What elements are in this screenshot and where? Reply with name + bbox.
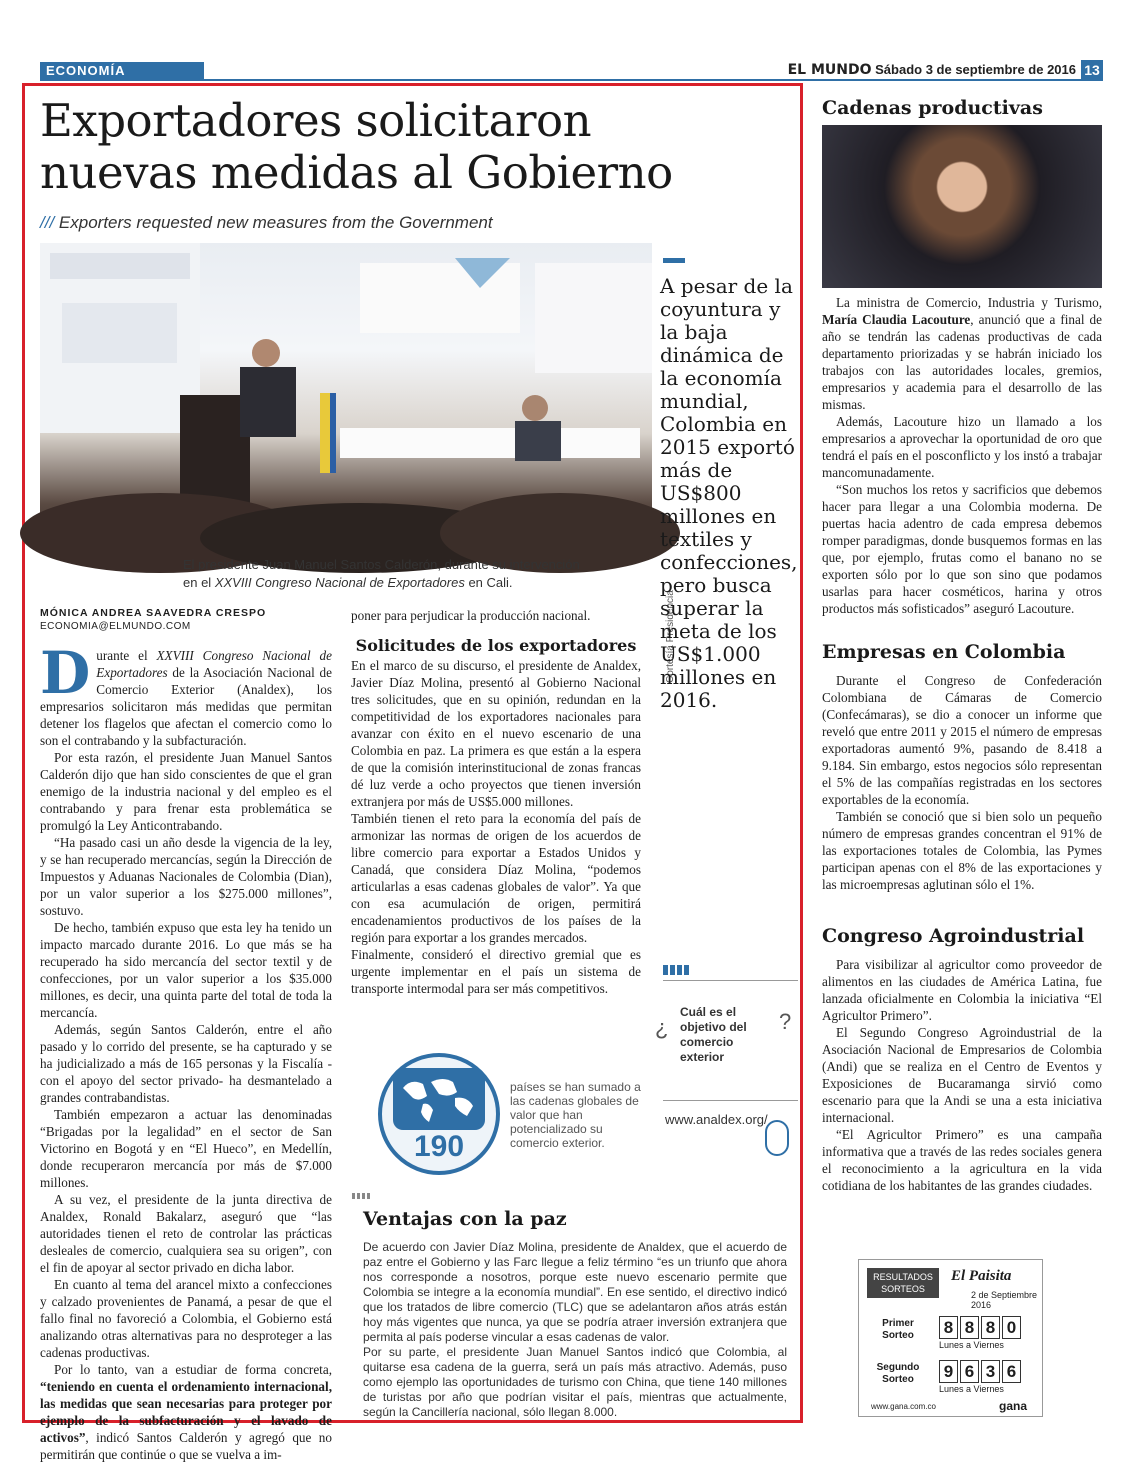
sidebar-heading-agroindustrial: Congreso Agroindustrial xyxy=(822,925,1085,947)
col1-p1-post: de la Asociación Nacional de Comercio Exterior (Analdex), los empresarios solicitaron más medidas que permitan detener los flagelos que afectan el comercio como lo son el contrabando y la subfacturación. xyxy=(40,665,332,748)
ventajas-body xyxy=(363,1240,787,1420)
event-photo-illustration xyxy=(40,243,652,550)
infobox-rule xyxy=(663,980,798,981)
newspaper-brand: EL MUNDO xyxy=(787,62,872,78)
sidebar-section-agroindustrial xyxy=(822,956,1102,1194)
title-line-2: nuevas medidas al Gobierno xyxy=(40,146,673,199)
draw-1-digit: 8 xyxy=(939,1316,958,1339)
col2-paragraph-1: En el marco de su discurso, el presidente de Analdex, Javier Díaz Molina, presentó al Gobierno Nacional tres solicitudes, que en su opinión, redundan en la competitividad de los exportadores nacionales para avanzar con éxito en el nuevo escenario de una Colombia en paz. La primera es que están a la espera de que la comisión interinstitucional de zonas francas dé luz verde a ocho proyectos que tienen inversión extranjera por más de US$5.000 millones. xyxy=(351,658,641,809)
website-link[interactable]: www.analdex.org/ xyxy=(665,1112,768,1127)
caption-event-name: XXVIII Congreso Nacional de Exportadores xyxy=(214,575,465,590)
sidebar-heading-empresas: Empresas en Colombia xyxy=(822,641,1066,663)
sidebar-heading-cadenas: Cadenas productivas xyxy=(822,97,1043,119)
agro-paragraph-2: El Segundo Congreso Agroindustrial de la Asociación Nacional de Empresarios de Colombia (Andi) que se realiza en el Centro de Eventos y Exposiciones de Bucaramanga sirvió como escenario para que la Andi se una a esta iniciativa internacional. xyxy=(822,1025,1102,1125)
draw-1-label: Primer Sorteo xyxy=(882,1318,914,1341)
col1-p9-quote: “teniendo en cuenta el ordenamiento internacional, las medidas que sean necesarias para proteger por ejemplo de la subfacturación y el lavado de activos” xyxy=(40,1379,332,1445)
ventajas-title: Ventajas con la paz xyxy=(363,1208,567,1230)
ventajas-dots-icon xyxy=(352,1193,372,1199)
col1-paragraph-8: En cuanto al tema del arancel mixto a confecciones y calzado provenientes de Panamá, a pesar de que el fallo final no favoreció a Colombia, el Gobierno está analizando otras alternativas para no desproteger a las cadenas productivas. xyxy=(40,1277,332,1360)
draw-1-digit: 8 xyxy=(960,1316,979,1339)
empresas-paragraph-2: También se conoció que si bien solo un pequeño número de empresas grandes concentran el 91% de las exportaciones totales de Colombia, las Pymes participan apenas con el 8% de las exportaciones y las microempresas aglutinan sólo el 1%. xyxy=(822,809,1102,892)
col1-p1-event: XXVIII Congreso Nacional de Exportadores xyxy=(96,648,332,680)
col2-subhead: Solicitudes de los exportadores xyxy=(355,636,637,655)
cadenas-paragraph-1 xyxy=(822,294,1102,413)
draw-2-digits xyxy=(939,1360,1021,1383)
caption-line-2-post: en Cali. xyxy=(464,575,513,590)
article-title xyxy=(40,95,800,199)
article-column-1 xyxy=(40,639,332,1463)
question-open-mark: ¿ xyxy=(655,1015,669,1040)
subtitle-slashes: /// xyxy=(40,213,55,232)
subtitle-text: Exporters requested new measures from the Government xyxy=(58,213,493,232)
draw-2-digit: 3 xyxy=(981,1360,1000,1383)
minister-photo xyxy=(822,125,1102,288)
col1-paragraph-4: De hecho, también expuso que esta ley ha tenido un impacto marcado durante 2016. Lo que más se ha recuperado ha sido mercancía del sector textil y de confecciones, por un valor superior a los $35.000 millones, es decir, una quinta parte del total de toda la mercancía. xyxy=(40,920,332,1020)
draw-1-digit: 8 xyxy=(981,1316,1000,1339)
lottery-date: 2 de Septiembre 2016 xyxy=(971,1290,1038,1310)
title-line-1: Exportadores solicitaron xyxy=(40,94,592,147)
ventajas-paragraph-2: Por su parte, el presidente Juan Manuel Santos indicó que Colombia, al quitarse esa cadena de la guerra, será un país más atractivo. Además, puso como ejemplo las oportunidades de turismo con China, que tiene 140 millones de turistas por año que podrían visitar el país, mientras que actualmente, según la Cancillería nacional, sólo llegan 8.000. xyxy=(363,1345,787,1419)
mouse-icon xyxy=(765,1120,789,1156)
countries-count: 190 xyxy=(413,1130,465,1163)
col1-paragraph-7: A su vez, el presidente de la junta directiva de Analdex, Ronald Bakalarz, aseguró que “las autoridades tienen el reto de controlar las prácticas desleales de comercio, cualquiera sea su origen”, con el fin de apoyar al sector privado en dicha labor. xyxy=(40,1192,332,1275)
countries-text: países se han sumado a las cadenas globales de valor que han potencializado su comercio exterior. xyxy=(510,1080,641,1150)
article-column-2 xyxy=(351,607,641,997)
dropcap: D xyxy=(40,639,91,707)
draw-1-digits xyxy=(939,1316,1021,1339)
draw-2-digit: 9 xyxy=(939,1360,958,1383)
cadenas-paragraph-2: Además, Lacouture hizo un llamado a los empresarios a aprovechar la oportunidad de oro que tendrá el país en el posconflicto y los instó a trabajar mancomunadamente. xyxy=(822,414,1102,480)
pull-quote-bar xyxy=(663,258,685,263)
issue-date: Sábado 3 de septiembre de 2016 xyxy=(875,62,1076,77)
cadenas-p1-post: , anunció que a final de año se tendrán las cadenas productivas de cada departamento priorizadas y se habrán iniciado los trabajos con las autoridades locales, gremios, empresarios y academia para el desarrollo de las mismas. xyxy=(822,312,1102,412)
cadenas-paragraph-3: “Son muchos los retos y sacrificios que debemos hacer para llegar a una Colombia moderna. De puertas hacia adentro de cada empresa debemos romper paradigmas, donde busquemos formas en las que, por ejemplo, frutas como el banano no se exporten sólo por lo que son sino que podamos usarlas para hacer cosméticos, harina y otros productos más sofisticados” aseguró Lacouture. xyxy=(822,482,1102,616)
article-subtitle xyxy=(40,213,493,233)
draw-2-digit: 6 xyxy=(960,1360,979,1383)
draw-2-digit: 6 xyxy=(1002,1360,1021,1383)
lottery-brand: El Paisita xyxy=(951,1268,1012,1284)
col1-p1-pre: urante el xyxy=(96,648,157,663)
lottery-site: www.gana.com.co xyxy=(871,1402,936,1411)
col1-paragraph-5: Además, según Santos Calderón, entre el año pasado y lo corrido del presente, se ha capturado y se ha judicializado a más de 165 personas y la Fiscalía -con el apoyo del sector privado- ha desmantelado a grandes contrabandistas. xyxy=(40,1022,332,1105)
lottery-header: RESULTADOS SORTEOS xyxy=(867,1268,939,1298)
col2-paragraph-2: También tienen el reto para la economía del país de armonizar las normas de origen de los acuerdos de libre comercio para exportar a Estados Unidos y Canadá, que considera Díaz Molina, “podemos articularlas a esas cadenas globales de valor”. Ya que con esa acumulación de origen, permitirá encadenamientos productivos de los países de la región para exportar a los grandes mercados. xyxy=(351,811,641,945)
col1-paragraph-9 xyxy=(40,1361,332,1463)
header-rule xyxy=(40,79,1103,81)
col1-paragraph-6: También empezaron a actuar las denominadas “Brigadas por la legalidad” en el sector de San Victorino en Bogotá y en “El Hueco”, en Medellín, donde recuperaron mercancía por más de $7.000 millones. xyxy=(40,1107,332,1190)
byline: MÓNICA ANDREA SAAVEDRA CRESPO xyxy=(40,607,267,619)
col2-continuation: poner para perjudicar la producción nacional. xyxy=(351,608,591,623)
sidebar-section-cadenas xyxy=(822,294,1102,617)
minister-name: María Claudia Lacouture xyxy=(822,312,971,327)
sidebar-section-empresas xyxy=(822,672,1102,893)
gana-logo: gana xyxy=(999,1399,1028,1413)
col1-p9-pre: Por lo tanto, van a estudiar de forma concreta, xyxy=(54,1362,332,1377)
section-label: ECONOMÍA xyxy=(40,62,204,80)
draw-2-label: Segundo Sorteo xyxy=(876,1362,920,1385)
pull-quote: A pesar de la coyuntura y la baja dinámica de la economía mundial, Colombia en 2015 exportó más de US$800 millones en textiles y confecciones, pero busca superar la meta de los US$1.000 millones en 2016. xyxy=(660,274,798,712)
infobox-bars-icon xyxy=(663,965,691,975)
col1-paragraph-3: “Ha pasado casi un año desde la vigencia de la ley, y se han recuperado mercancías, según la Dirección de Impuestos y Aduanas Nacionales de Colombia (Dian), por un valor superior a los $275.000 millones”, sostuvo. xyxy=(40,835,332,918)
question-close-mark: ? xyxy=(779,1009,792,1034)
agro-paragraph-3: “El Agricultor Primero” es una campaña informativa que a través de las redes sociales genera el reconocimiento a la agricultura en la vida cotidiana de los habitantes de las grandes ciudades. xyxy=(822,1127,1102,1193)
agro-paragraph-1: Para visibilizar al agricultor como proveedor de alimentos en las ciudades de América Latina, fue lanzada oficialmente en Colombia la iniciativa “El Agricultor Primero”. xyxy=(822,957,1102,1023)
ventajas-paragraph-1: De acuerdo con Javier Díaz Molina, presidente de Analdex, que el acuerdo de paz entre el Gobierno y las Farc llegue a feliz término “es un triunfo que ahora nos corresponde a nosotros, porque este nuevo escenario permite que Colombia se integre a la economía mundial”. En ese sentido, el directivo indicó que los tratados de libre comercio (TLC) que se adelantaron años atrás están hoy más vigentes que nunca, ya que se podría atraer inversión extranjera que permita al país poderse vincular a esas cadenas de valor. xyxy=(363,1240,787,1344)
col2-paragraph-3: Finalmente, consideró el directivo gremial que es urgente implementar en el país un sistema de transporte intermodal para ser más competitivos. xyxy=(351,947,641,996)
col1-p9-post: , indicó Santos Calderón y agregó que no permitirán que continúe o que se vuelva a im- xyxy=(40,1430,332,1462)
question-text: Cuál es el objetivo del comercio exterior xyxy=(680,1005,747,1064)
infobox-rule-2 xyxy=(663,1100,798,1101)
cadenas-p1-pre: La ministra de Comercio, Industria y Turismo, xyxy=(836,295,1102,310)
photo-credit: Cortesía Presidencia xyxy=(665,590,676,683)
col1-paragraph-1 xyxy=(40,639,332,749)
draw-1-digit: 0 xyxy=(1002,1316,1021,1339)
draw-1-days: Lunes a Viernes xyxy=(939,1340,1004,1350)
caption-line-2-pre: en el xyxy=(183,575,215,590)
world-map-icon xyxy=(393,1068,485,1130)
masthead xyxy=(788,62,1076,78)
caption-line-1: El presidente Juan Manuel Santos Calderón, durante su intervención xyxy=(183,557,580,572)
col1-paragraph-2: Por esta razón, el presidente Juan Manuel Santos Calderón dijo que han sido conscientes de que el gran enemigo de la industria nacional y del empleo es el contrabando y para frenar esta problemática se promulgó la Ley Anticontrabando. xyxy=(40,750,332,833)
photo-caption xyxy=(183,556,583,592)
empresas-paragraph-1: Durante el Congreso de Confederación Colombiana de Cámaras de Comercio (Confecámaras), se dio a conocer un informe que reveló que entre 2011 y 2015 el número de empresas exportadoras aumentó 9%, pasando de 8.418 a 9.184. Sin embargo, estos negocios sólo representan el 5% de las compañías registradas en los sectores exportables de la economía. xyxy=(822,673,1102,807)
page-number: 13 xyxy=(1081,60,1103,80)
draw-2-days: Lunes a Viernes xyxy=(939,1384,1004,1394)
byline-email: ECONOMIA@ELMUNDO.COM xyxy=(40,621,191,632)
lottery-results-box xyxy=(858,1259,1043,1417)
